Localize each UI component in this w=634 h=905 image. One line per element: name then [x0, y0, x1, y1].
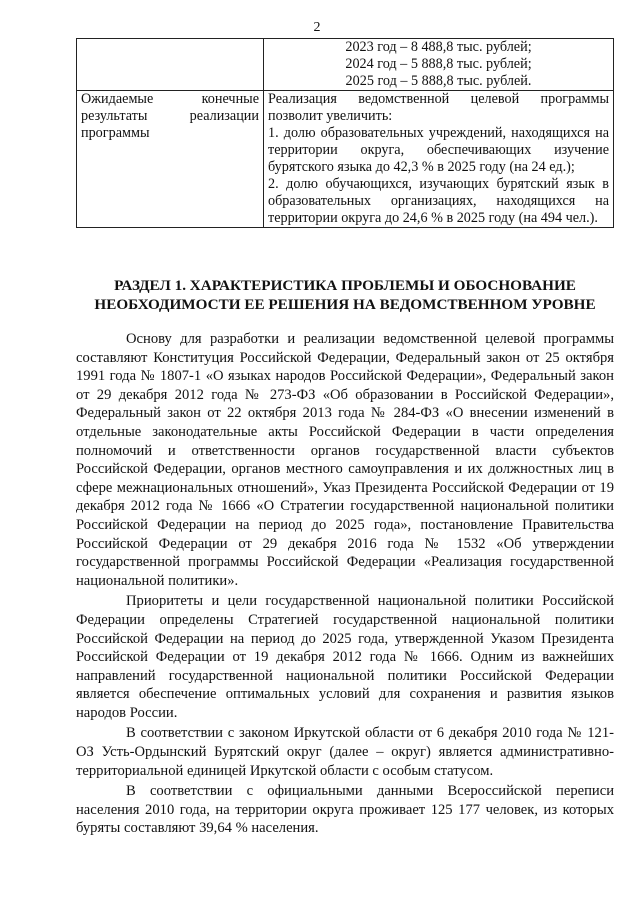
results-label-cell — [77, 91, 264, 228]
results-values-cell — [264, 91, 614, 228]
budget-line-2024: 2024 год – 5 888,8 тыс. рублей; — [345, 56, 532, 72]
section-heading-line-2: НЕОБХОДИМОСТИ ЕЕ РЕШЕНИЯ НА ВЕДОМСТВЕННОМ УРОВНЕ — [94, 296, 596, 313]
section-heading — [76, 276, 614, 314]
page-number: 2 — [313, 20, 321, 35]
budget-line-2023: 2023 год – 8 488,8 тыс. рублей; — [345, 39, 532, 55]
paragraph-legal-basis: Основу для разработки и реализации ведомственной целевой программы составляют Конституция Российской Федерации, Федеральный закон от 25 октября 1991 года № 1807-1 «О языках народов Российской Федерации», Федеральный закон от 29 декабря 2012 года № 273-ФЗ «Об образовании в Российской Федерации», Федеральный закон от 22 октября 2013 года № 284-ФЗ «О внесении изменений в отдельные законодательные акты Российской Федерации в части определения полномочий и ответственности органов государственной власти субъектов Российской Федерации, органов местного самоуправления и их должностных лиц в сфере межнациональных отношений», Указ Президента Российской Федерации от 19 декабря 2012 года № 1666 «О Стратегии государственной национальной политики Российской Федерации на период до 2025 года», постановление Правительства Российской Федерации от 29 декабря 2016 года № 1532 «Об утверждении государственной программы Российской Федерации «Реализация государственной национальной политики». — [76, 331, 614, 589]
results-item-1: 1. долю образовательных учреждений, находящихся на территории округа, обеспечивающих изучение бурятского языка до 42,3 % в 2025 году (на 24 ед.); — [268, 125, 609, 175]
section-heading-line-1: РАЗДЕЛ 1. ХАРАКТЕРИСТИКА ПРОБЛЕМЫ И ОБОСНОВАНИЕ — [114, 277, 576, 294]
results-item-2: 2. долю обучающихся, изучающих бурятский язык в образовательных организациях, находящихся на территории округа до 24,6 % в 2025 году (на 494 чел.). — [268, 176, 609, 226]
results-intro: Реализация ведомственной целевой программы позволит увеличить: — [268, 91, 609, 124]
paragraph-irkutsk-law: В соответствии с законом Иркутской области от 6 декабря 2010 года № 121-ОЗ Усть-Ордынский Бурятский округ (далее – округ) является административно-территориальной единицей Иркутской области с особым статусом. — [76, 725, 614, 779]
budget-label-cell — [77, 39, 264, 91]
results-row — [77, 91, 614, 228]
budget-values-cell — [264, 39, 614, 91]
section-body — [76, 330, 614, 838]
paragraph-census: В соответствии с официальными данными Всероссийской переписи населения 2010 года, на территории округа проживает 125 177 человек, из которых буряты составляют 39,64 % населения. — [76, 783, 614, 837]
budget-line-2025: 2025 год – 5 888,8 тыс. рублей. — [345, 73, 532, 89]
passport-table — [76, 38, 614, 228]
paragraph-priorities: Приоритеты и цели государственной национальной политики Российской Федерации определены Стратегией государственной национальной политики Российской Федерации на период до 2025 года, утвержденной Указом Президента Российской Федерации от 19 декабря 2012 года № 1666. Одним из важнейших направлений государственной национальной политики Российской Федерации является обеспечение оптимальных условий для сохранения и развития языков народов России. — [76, 593, 614, 721]
budget-row — [77, 39, 614, 91]
results-label: Ожидаемые конечные результаты реализации программы — [81, 91, 259, 141]
